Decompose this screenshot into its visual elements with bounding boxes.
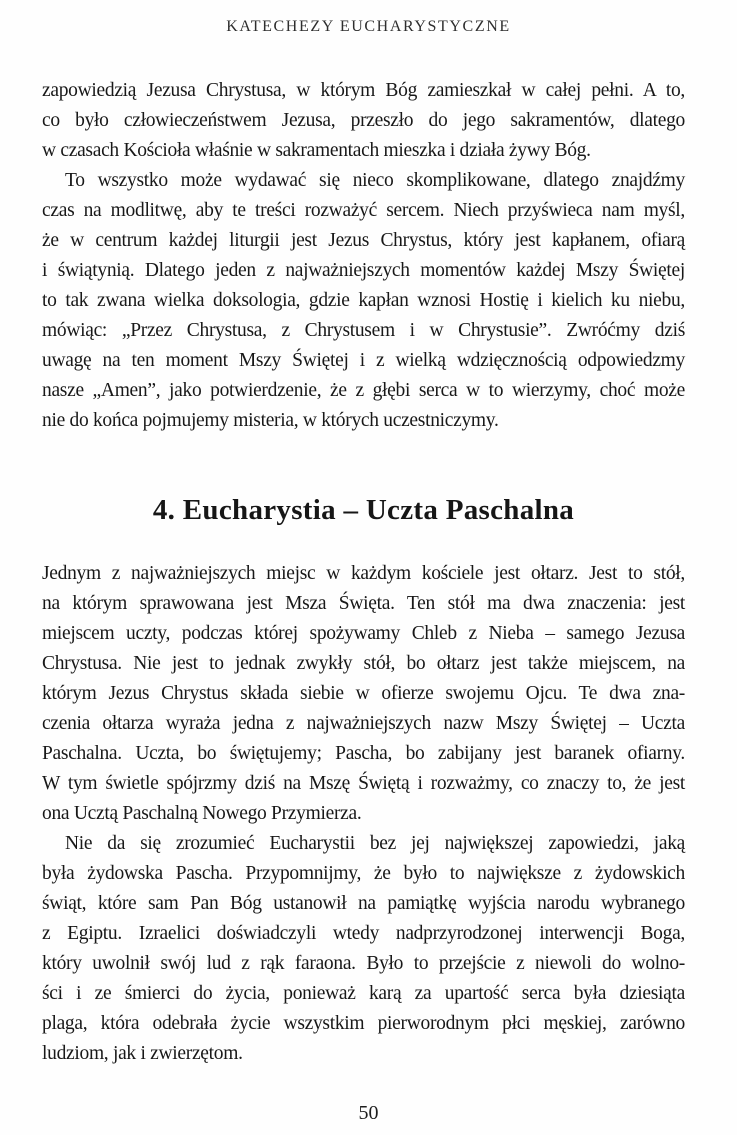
text-line: W tym świetle spójrzmy dziś na Mszę Świętą i rozważmy, co znaczy to, że jest: [42, 773, 685, 794]
text-line: ści i ze śmierci do życia, ponieważ karą za upartość serca była dziesiąta: [42, 983, 685, 1004]
text-line: ona Ucztą Paschalną Nowego Przymierza.: [42, 803, 362, 824]
text-line: świąt, które sam Pan Bóg ustanowił na pamiątkę wyjścia narodu wybranego: [42, 893, 685, 914]
text-line: i świątynią. Dlatego jeden z najważniejszych momentów każdej Mszy Świętej: [42, 260, 685, 281]
text-line: nie do końca pojmujemy misteria, w których uczestniczymy.: [42, 410, 499, 431]
text-line: miejscem uczty, podczas której spożywamy Chleb z Nieba – samego Jezusa: [42, 623, 685, 644]
text-line: to tak zwana wielka doksologia, gdzie kapłan wznosi Hostię i kielich ku niebu,: [42, 290, 685, 311]
text-line: Nie da się zrozumieć Eucharystii bez jej największej zapowiedzi, jaką: [65, 833, 685, 854]
paragraph-group-after-heading: [42, 559, 685, 1069]
text-line: co było człowieczeństwem Jezusa, przeszło do jego sakramentów, dlatego: [42, 110, 685, 131]
text-line: Chrystusa. Nie jest to jednak zwykły stół, bo ołtarz jest także miejscem, na: [42, 653, 685, 674]
text-line: Jednym z najważniejszych miejsc w każdym kościele jest ołtarz. Jest to stół,: [42, 563, 685, 584]
paragraph: [42, 829, 685, 1069]
paragraph: [42, 166, 685, 436]
paragraph-group-before-heading: [42, 76, 685, 436]
section-heading: 4. Eucharystia – Uczta Paschalna: [152, 494, 575, 526]
paragraph: [42, 559, 685, 829]
text-line: którym Jezus Chrystus składa siebie w ofierze swojemu Ojcu. Te dwa zna-: [42, 683, 685, 704]
text-line: czenia ołtarza wyraża jedna z najważniejszych nazw Mszy Świętej – Uczta: [42, 713, 685, 734]
text-line: z Egiptu. Izraelici doświadczyli wtedy nadprzyrodzonej interwencji Boga,: [42, 923, 685, 944]
text-line: zapowiedzią Jezusa Chrystusa, w którym Bóg zamieszkał w całej pełni. A to,: [42, 80, 685, 101]
text-line: w czasach Kościoła właśnie w sakramentach mieszka i działa żywy Bóg.: [42, 140, 591, 161]
text-line: że w centrum każdej liturgii jest Jezus Chrystus, który jest kapłanem, ofiarą: [42, 230, 685, 251]
text-line: była żydowska Pascha. Przypomnijmy, że było to największe z żydowskich: [42, 863, 685, 884]
text-line: uwagę na ten moment Mszy Świętej i z wielką wdzięcznością odpowiedzmy: [42, 350, 685, 371]
body-text: [42, 76, 685, 1069]
text-line: To wszystko może wydawać się nieco skomplikowane, dlatego znajdźmy: [65, 170, 685, 191]
text-line: który uwolnił swój lud z rąk faraona. Było to przejście z niewoli do wolno-: [42, 953, 685, 974]
text-line: czas na modlitwę, aby te treści rozważyć sercem. Niech przyświeca nam myśl,: [42, 200, 685, 221]
text-line: mówiąc: „Przez Chrystusa, z Chrystusem i w Chrystusie”. Zwróćmy dziś: [42, 320, 685, 341]
text-line: na którym sprawowana jest Msza Święta. Ten stół ma dwa znaczenia: jest: [42, 593, 685, 614]
paragraph: [42, 76, 685, 166]
text-line: ludziom, jak i zwierzętom.: [42, 1043, 243, 1064]
text-line: plaga, która odebrała życie wszystkim pierworodnym płci męskiej, zarówno: [42, 1013, 685, 1034]
running-header: KATECHEZY EUCHARYSTYCZNE: [226, 18, 511, 35]
text-line: nasze „Amen”, jako potwierdzenie, że z głębi serca w to wierzymy, choć może: [42, 380, 685, 401]
page-number: 50: [358, 1102, 379, 1124]
text-line: Paschalna. Uczta, bo świętujemy; Pascha, bo zabijany jest baranek ofiarny.: [42, 743, 685, 764]
